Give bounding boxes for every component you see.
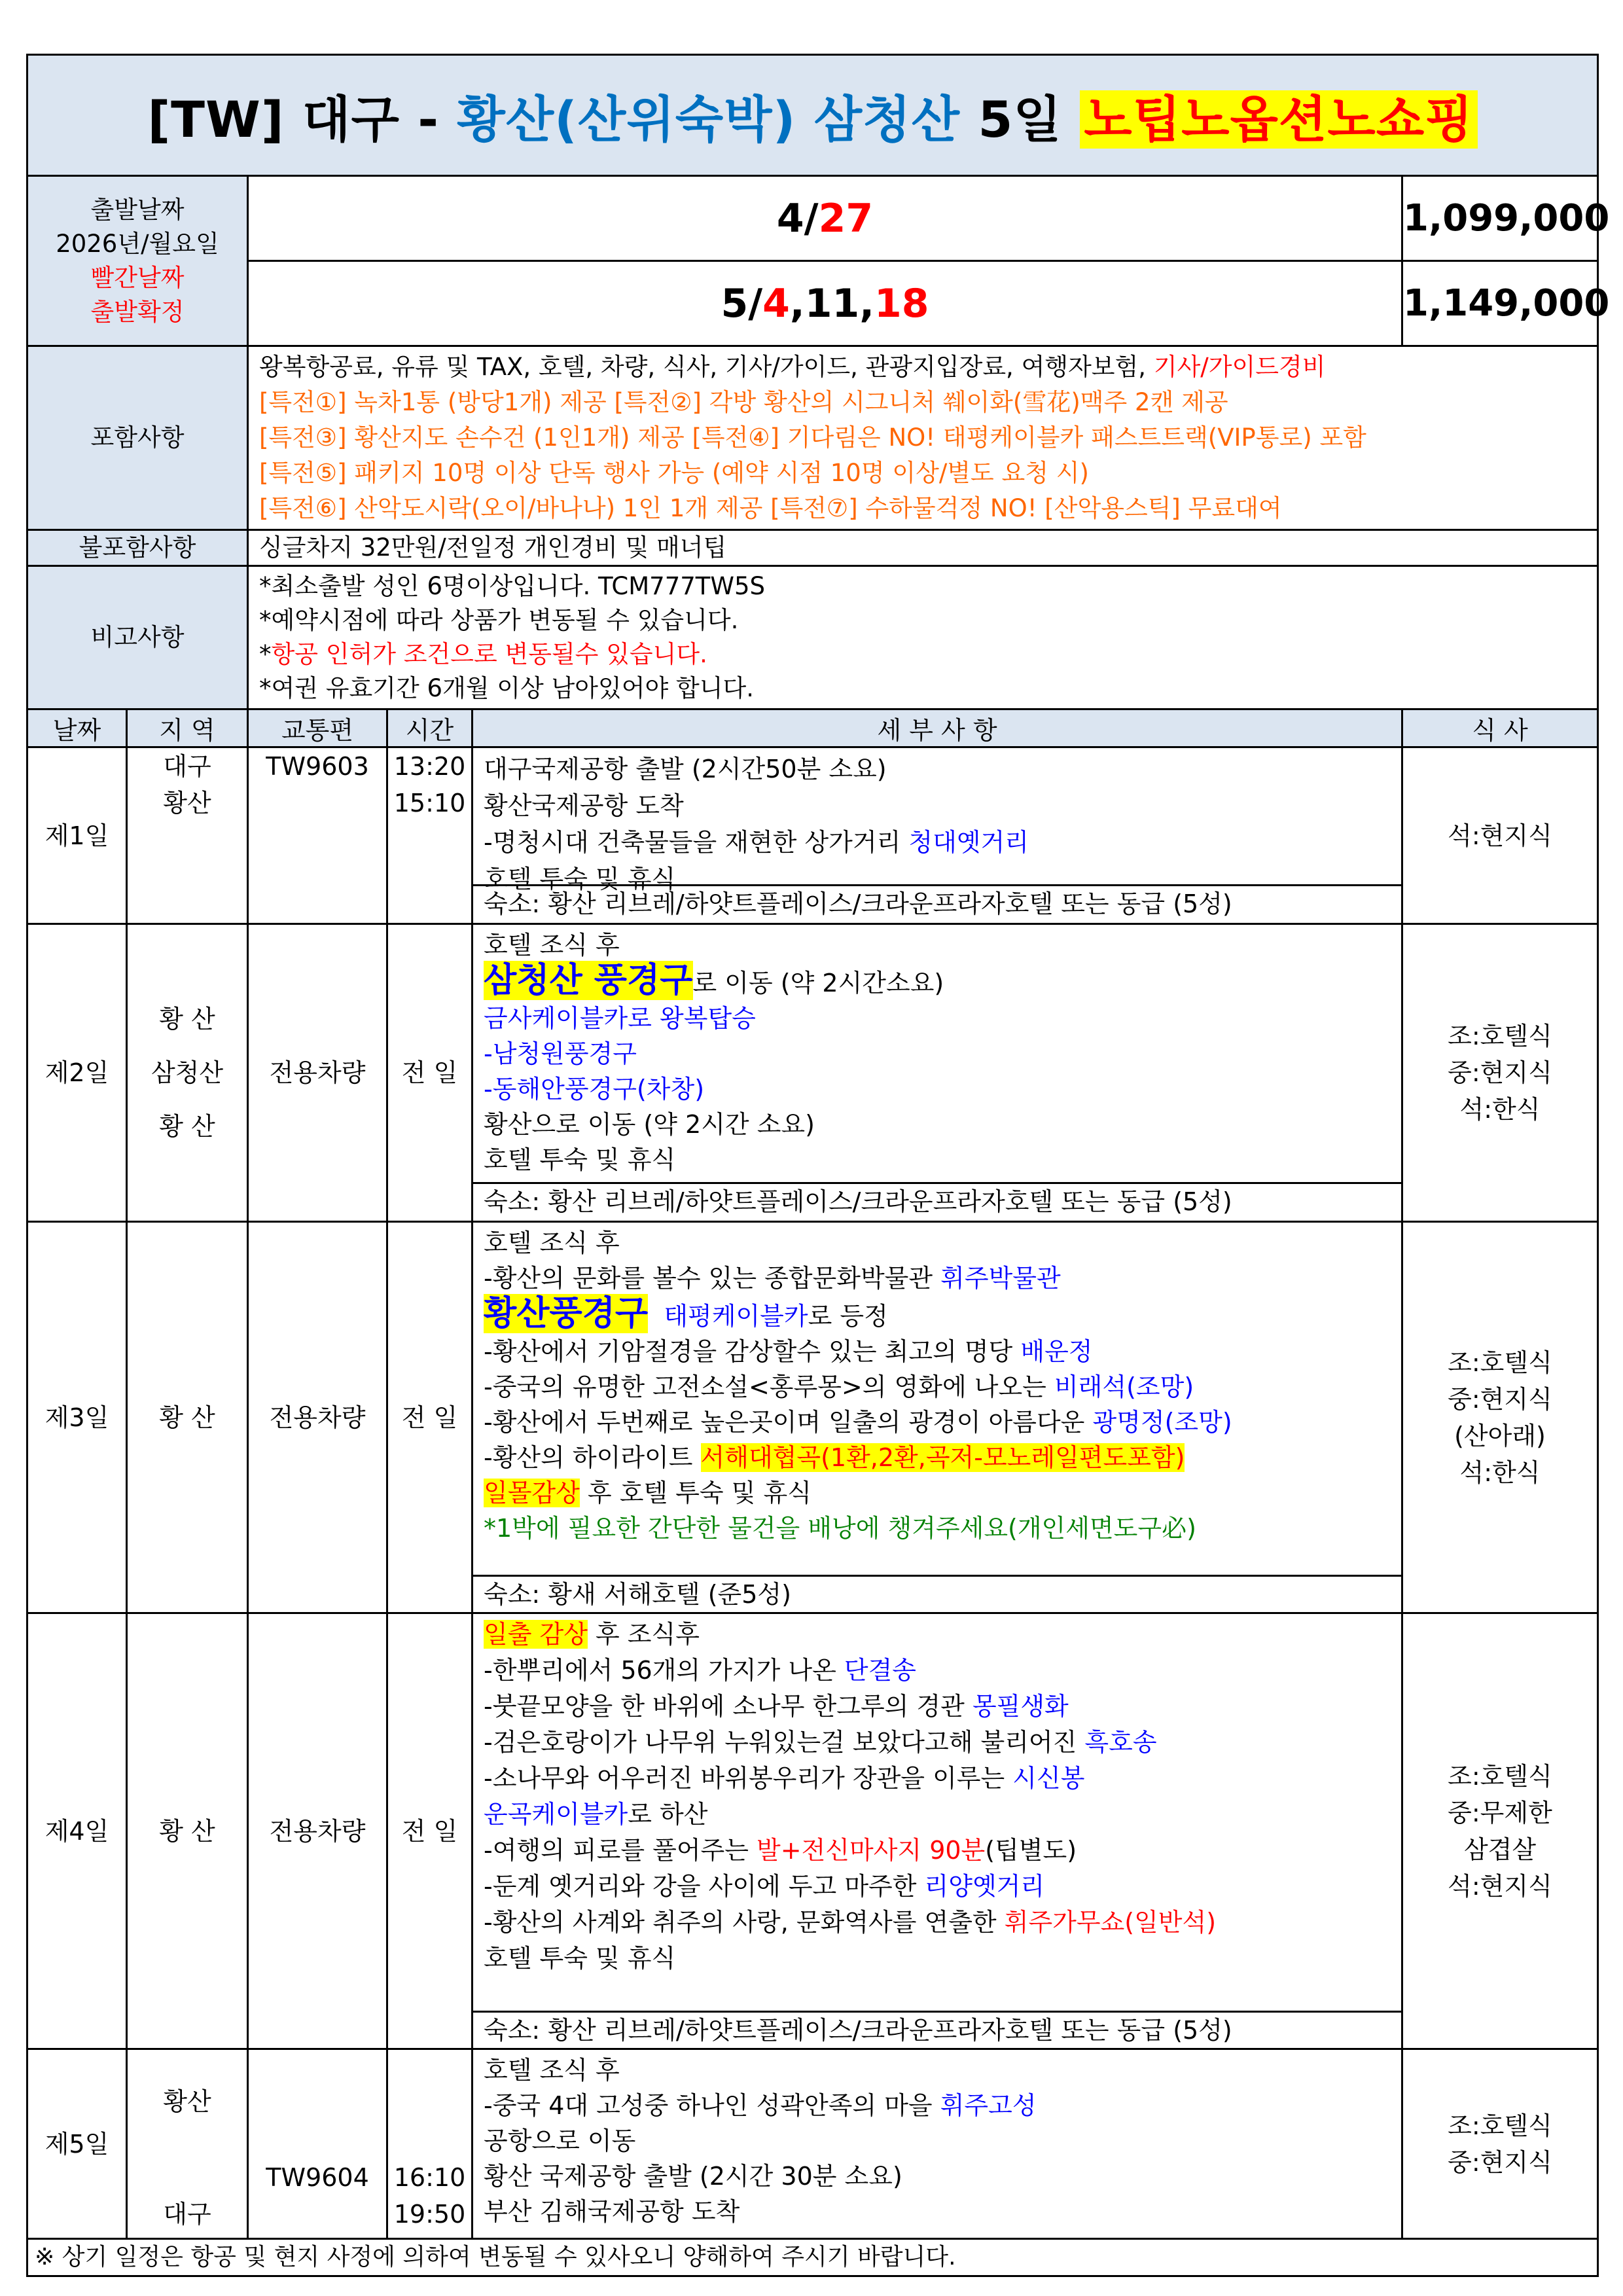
detail-line: 호텔 조식 후 xyxy=(484,1229,620,1257)
detail-text: -붓끝모양을 한 바위에 소나무 한그루의 경관 xyxy=(484,1692,972,1721)
detail-text: 후 호텔 투숙 및 휴식 xyxy=(579,1479,812,1507)
time-value: 19:50 xyxy=(393,2200,466,2229)
day-5-transport: TW9604 xyxy=(248,2049,387,2239)
remark-star: * xyxy=(259,640,272,668)
date-part: 4/ xyxy=(776,195,819,242)
day-2-region xyxy=(127,924,248,1222)
detail-line xyxy=(484,1369,1391,1405)
detail-line xyxy=(484,1261,1391,1296)
detail-highlight: 리양옛거리 xyxy=(924,1872,1045,1901)
date-part: ,11, xyxy=(789,280,874,327)
day-1-label: 제1일 xyxy=(27,747,127,924)
meal-item: 중:현지식 xyxy=(1448,2147,1552,2177)
meal-item: 조:호텔식 xyxy=(1448,1022,1552,1050)
remark-line: *예약시점에 따라 상품가 변동될 수 있습니다. xyxy=(259,606,739,634)
detail-text: -검은호랑이가 나무위 누워있는걸 보았다고해 불리어진 xyxy=(484,1728,1085,1757)
detail-line xyxy=(484,1725,1391,1761)
detail-line: 금사케이블카로 왕복탑승 xyxy=(484,1004,756,1033)
day-5-detail xyxy=(473,2049,1402,2239)
day-1-region xyxy=(127,747,248,924)
price-2: 1,149,000 xyxy=(1402,261,1598,346)
day-3-hotel: 숙소: 황새 서해호텔 (준5성) xyxy=(473,1575,1401,1612)
detail-line: -남청원풍경구 xyxy=(484,1039,637,1068)
time-value: 13:20 xyxy=(393,752,466,781)
day-3-region: 황 산 xyxy=(127,1222,248,1613)
included-line xyxy=(259,350,1586,385)
detail-highlight: 단결송 xyxy=(844,1656,917,1685)
detail-line: 대구국제공항 출발 (2시간50분 소요) xyxy=(484,755,887,783)
meal-item: 중:현지식 xyxy=(1448,1384,1552,1414)
itinerary-sheet xyxy=(26,54,1610,2277)
detail-line xyxy=(484,1797,1391,1833)
detail-line: -동해안풍경구(차창) xyxy=(484,1075,705,1103)
date-part-red: 27 xyxy=(818,195,874,242)
meal-item: 석:한식 xyxy=(1459,1095,1541,1124)
detail-highlight: 태평케이블카 xyxy=(664,1302,808,1331)
time-value: 15:10 xyxy=(393,789,466,817)
detail-body xyxy=(473,925,1401,1182)
day-3-meal xyxy=(1402,1222,1598,1613)
day-5-meal xyxy=(1402,2049,1598,2239)
detail-text: -황산의 문화를 볼수 있는 종합문화박물관 xyxy=(484,1264,941,1293)
detail-text: -둔계 옛거리와 강을 사이에 두고 마주한 xyxy=(484,1872,925,1901)
col-header-time: 시간 xyxy=(387,709,473,747)
remarks-content xyxy=(248,566,1598,709)
title-destination: 황산(산위숙박) 삼청산 xyxy=(457,90,961,149)
col-header-region: 지 역 xyxy=(127,709,248,747)
departure-date-2 xyxy=(248,261,1402,346)
detail-line xyxy=(484,1475,1391,1511)
detail-text: (팁별도) xyxy=(985,1836,1077,1865)
detail-line: 호텔 조식 후 xyxy=(484,931,620,960)
detail-line: 부산 김해국제공항 도착 xyxy=(484,2197,740,2226)
detail-line xyxy=(484,824,1391,861)
title-suffix: 5일 xyxy=(960,90,1080,149)
day-2-meal xyxy=(1402,924,1598,1222)
title-highlight: 노팁노옵션노쇼핑 xyxy=(1080,90,1477,149)
detail-line xyxy=(484,963,1391,1001)
detail-text: -중국 4대 고성중 하나인 성곽안족의 마을 xyxy=(484,2091,940,2120)
page-title xyxy=(27,55,1598,176)
region-name: 대구 xyxy=(163,2199,211,2229)
meal-item: 조:호텔식 xyxy=(1448,1348,1552,1377)
detail-line: 호텔 투숙 및 휴식 xyxy=(484,1145,676,1174)
detail-line: *1박에 필요한 간단한 물건을 배낭에 챙겨주세요(개인세면도구必) xyxy=(484,1514,1196,1543)
region-name: 황산 xyxy=(163,2087,211,2116)
detail-text: -황산에서 기암절경을 감상할수 있는 최고의 명당 xyxy=(484,1337,1021,1366)
detail-highlight: 운곡케이블카 xyxy=(484,1800,628,1829)
detail-text: -황산의 사계와 취주의 사랑, 문화역사를 연출한 xyxy=(484,1908,1005,1937)
detail-text: -명청시대 건축물들을 재현한 상가거리 xyxy=(484,828,909,857)
remark-red-text: 항공 인허가 조건으로 변동될수 있습니다. xyxy=(271,640,707,668)
detail-big-highlight: 삼청산 풍경구 xyxy=(484,961,693,1000)
departure-date-1 xyxy=(248,176,1402,261)
detail-line xyxy=(484,1689,1391,1725)
date-part-red: 4 xyxy=(762,280,790,327)
detail-text: 로 이동 (약 2시간소요) xyxy=(692,969,944,997)
perk-line: [특전③] 황산지도 손수건 (1인1개) 제공 [특전④] 기다림은 NO! 태평케이블카 패스트트랙(VIP통로) 포함 xyxy=(259,423,1366,452)
region-name: 황 산 xyxy=(159,1005,215,1033)
title-prefix: [TW] 대구 - xyxy=(147,90,457,149)
detail-text: -중국의 유명한 고전소설<홍루몽>의 영화에 나오는 xyxy=(484,1372,1054,1401)
detail-highlight: 광명정(조망) xyxy=(1092,1408,1232,1437)
departure-label-line: 출발날짜 xyxy=(90,195,185,224)
departure-label-line: 빨간날짜 xyxy=(90,263,185,292)
detail-text: -황산에서 두번째로 높은곳이며 일출의 광경이 아름다운 xyxy=(484,1408,1093,1437)
remark-line: *최소출발 성인 6명이상입니다. TCM777TW5S xyxy=(259,572,766,600)
detail-highlight: 몽필생화 xyxy=(972,1692,1069,1721)
perk-line: [특전①] 녹차1통 (방당1개) 제공 [특전②] 각방 황산의 시그니처 쒜이화(雪花)맥주 2캔 제공 xyxy=(259,388,1228,416)
included-content xyxy=(248,346,1598,530)
detail-line: 황산 국제공항 출발 (2시간 30분 소요) xyxy=(484,2162,902,2191)
excluded-content: 싱글차지 32만원/전일정 개인경비 및 매너팁 xyxy=(248,530,1598,566)
detail-line xyxy=(484,1405,1391,1440)
detail-red-highlight: 일출 감상 xyxy=(484,1620,588,1649)
day-4-detail xyxy=(473,1613,1402,2049)
detail-line xyxy=(484,1440,1391,1475)
region-name: 황 산 xyxy=(159,1112,215,1141)
detail-line xyxy=(484,1833,1391,1869)
detail-line: 호텔 투숙 및 휴식 xyxy=(484,865,676,893)
detail-body xyxy=(473,1614,1401,2011)
detail-line xyxy=(484,1617,1391,1653)
detail-line xyxy=(484,1869,1391,1905)
departure-label xyxy=(27,176,248,346)
meal-item: 중:무제한 xyxy=(1448,1798,1552,1827)
detail-line: 호텔 투숙 및 휴식 xyxy=(484,1944,676,1973)
detail-text: 로 등정 xyxy=(808,1302,888,1331)
time-value: 16:10 xyxy=(393,2163,466,2192)
perk-line: [특전⑥] 산악도시락(오이/바나나) 1인 1개 제공 [특전⑦] 수하물걱정 NO! [산악용스틱] 무료대여 xyxy=(259,494,1282,522)
detail-red-text: 휘주가무쇼(일반석) xyxy=(1004,1908,1217,1937)
meal-item: 삼겹살 xyxy=(1463,1835,1537,1864)
detail-highlight: 시신봉 xyxy=(1012,1764,1085,1793)
detail-highlight: 비래석(조망) xyxy=(1054,1372,1194,1401)
day-2-label: 제2일 xyxy=(27,924,127,1222)
day-4-time: 전 일 xyxy=(387,1613,473,2049)
remarks-label: 비고사항 xyxy=(27,566,248,709)
detail-text: 후 조식후 xyxy=(587,1620,700,1649)
detail-text: -황산의 하이라이트 xyxy=(484,1443,701,1472)
day-2-time: 전 일 xyxy=(387,924,473,1222)
day-4-label: 제4일 xyxy=(27,1613,127,2049)
departure-label-line: 출발확정 xyxy=(90,297,185,326)
detail-line: 호텔 조식 후 xyxy=(484,2056,620,2085)
day-1-hotel: 숙소: 황산 리브레/하얏트플레이스/크라운프라자호텔 또는 동급 (5성) xyxy=(473,884,1401,922)
detail-text: -한뿌리에서 56개의 가지가 나온 xyxy=(484,1656,844,1685)
day-1-time xyxy=(387,747,473,924)
meal-item: (산아래) xyxy=(1454,1421,1546,1450)
detail-highlight: 흑호송 xyxy=(1084,1728,1157,1757)
detail-highlight: 청대옛거리 xyxy=(908,828,1029,857)
day-2-transport: 전용차량 xyxy=(248,924,387,1222)
detail-body xyxy=(473,1223,1401,1575)
included-text: 왕복항공료, 유류 및 TAX, 호텔, 차량, 식사, 기사/가이드, 관광지입장료, 여행자보험, xyxy=(259,353,1154,381)
detail-red-text: 발+전신마사지 90분 xyxy=(757,1836,986,1865)
day-4-transport: 전용차량 xyxy=(248,1613,387,2049)
col-header-meal: 식 사 xyxy=(1402,709,1598,747)
day-4-region: 황 산 xyxy=(127,1613,248,2049)
excluded-label: 불포함사항 xyxy=(27,530,248,566)
day-3-time: 전 일 xyxy=(387,1222,473,1613)
detail-text: -소나무와 어우러진 바위봉우리가 장관을 이루는 xyxy=(484,1764,1013,1793)
meal-item: 중:현지식 xyxy=(1448,1058,1552,1087)
region-name: 대구 xyxy=(163,752,211,781)
included-label: 포함사항 xyxy=(27,346,248,530)
departure-label-line: 2026년/월요일 xyxy=(56,229,219,258)
region-name: 삼청산 xyxy=(151,1058,224,1087)
date-part: 5/ xyxy=(721,280,763,327)
day-4-hotel: 숙소: 황산 리브레/하얏트플레이스/크라운프라자호텔 또는 동급 (5성) xyxy=(473,2011,1401,2048)
included-red-text: 기사/가이드경비 xyxy=(1153,353,1326,381)
day-3-transport: 전용차량 xyxy=(248,1222,387,1613)
col-header-detail: 세 부 사 항 xyxy=(473,709,1402,747)
detail-highlight: 휘주박물관 xyxy=(940,1264,1061,1293)
day-1-meal: 석:현지식 xyxy=(1402,747,1598,924)
itinerary-table xyxy=(26,54,1610,2277)
perk-line: [특전⑤] 패키지 10명 이상 단독 행사 가능 (예약 시점 10명 이상/별도 요청 시) xyxy=(259,459,1089,487)
meal-item: 조:호텔식 xyxy=(1448,1761,1552,1791)
detail-line: 황산국제공항 도착 xyxy=(484,791,684,820)
remark-line: *여권 유효기간 6개월 이상 남아있어야 합니다. xyxy=(259,674,754,702)
detail-line xyxy=(484,1296,1391,1334)
date-part-red: 18 xyxy=(874,280,929,327)
detail-line xyxy=(484,1905,1391,1941)
detail-text: -여행의 피로를 풀어주는 xyxy=(484,1836,757,1865)
detail-red-highlight: 서해대협곡(1환,2환,곡저-모노레일편도포함) xyxy=(700,1443,1185,1472)
day-2-hotel: 숙소: 황산 리브레/하얏트플레이스/크라운프라자호텔 또는 동급 (5성) xyxy=(473,1182,1401,1219)
region-name: 황산 xyxy=(163,789,211,817)
day-3-label: 제3일 xyxy=(27,1222,127,1613)
detail-line xyxy=(484,1761,1391,1797)
day-4-meal xyxy=(1402,1613,1598,2049)
col-header-transport: 교통편 xyxy=(248,709,387,747)
detail-highlight: 휘주고성 xyxy=(940,2091,1037,2120)
detail-line: 공항으로 이동 xyxy=(484,2126,636,2155)
detail-line xyxy=(484,2088,1391,2123)
day-1-transport: TW9603 xyxy=(248,747,387,924)
remark-line xyxy=(259,637,1586,672)
detail-line xyxy=(484,1334,1391,1369)
detail-line: 황산으로 이동 (약 2시간 소요) xyxy=(484,1110,815,1139)
col-header-day: 날짜 xyxy=(27,709,127,747)
meal-item: 조:호텔식 xyxy=(1448,2111,1552,2140)
meal-item: 석:한식 xyxy=(1459,1458,1541,1487)
day-1-detail xyxy=(473,747,1402,924)
price-1: 1,099,000 xyxy=(1402,176,1598,261)
day-5-label: 제5일 xyxy=(27,2049,127,2239)
footnote: ※ 상기 일정은 항공 및 현지 사정에 의하여 변동될 수 있사오니 양해하여 주시기 바랍니다. xyxy=(27,2239,1598,2276)
day-2-detail xyxy=(473,924,1402,1222)
detail-highlight: 배운정 xyxy=(1020,1337,1093,1366)
day-3-detail xyxy=(473,1222,1402,1613)
day-5-region xyxy=(127,2049,248,2239)
meal-item: 석:현지식 xyxy=(1448,1871,1552,1901)
detail-text: 로 하산 xyxy=(628,1800,708,1829)
day-5-time xyxy=(387,2049,473,2239)
detail-body xyxy=(473,748,1401,893)
detail-line xyxy=(484,1653,1391,1689)
detail-big-highlight: 황산풍경구 xyxy=(484,1294,649,1333)
detail-red-highlight: 일몰감상 xyxy=(484,1479,580,1507)
